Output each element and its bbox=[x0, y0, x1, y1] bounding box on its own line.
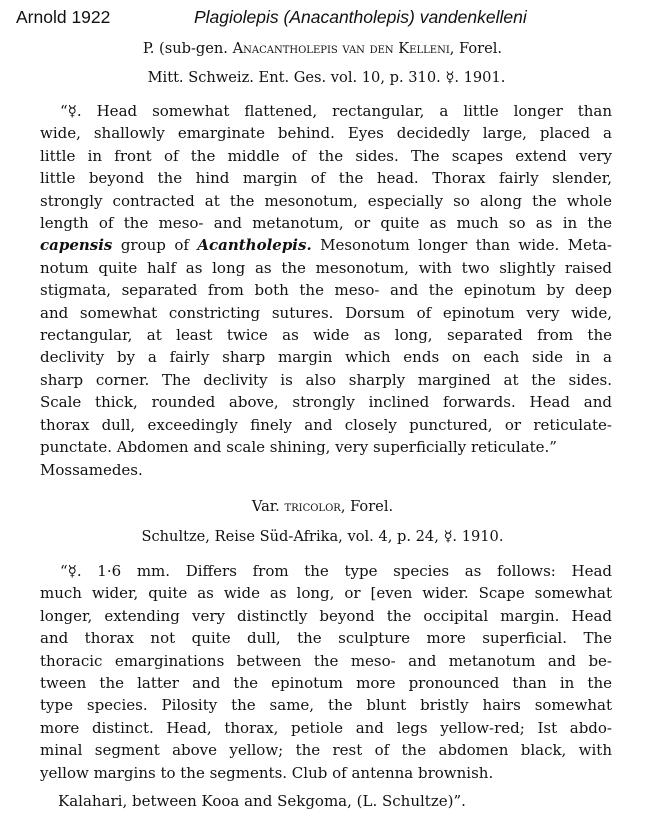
text-line: length of the meso- and metanotum, or quite as much so as in the bbox=[40, 214, 612, 233]
variety-name: tricolor bbox=[284, 498, 341, 515]
reference-2: Schultze, Reise Süd-Afrika, vol. 4, p. 24, ☿. 1910. bbox=[141, 528, 504, 545]
variety-heading bbox=[0, 496, 645, 518]
text-line: little in front of the middle of the sides. The scapes extend very bbox=[40, 146, 612, 165]
variety-suffix: , Forel. bbox=[340, 498, 394, 515]
text-line: type species. Pilosity the same, the blunt bristly hairs somewhat bbox=[40, 696, 612, 715]
text-line: and somewhat constricting sutures. Dorsum of epinotum very wide, bbox=[40, 303, 612, 322]
text-line: Scale thick, rounded above, strongly inclined forwards. Head and bbox=[40, 393, 612, 412]
text-line: tween the latter and the epinotum more pronounced than in the bbox=[40, 674, 612, 693]
text-line: little beyond the hind margin of the head. Thorax fairly slender, bbox=[40, 169, 612, 188]
description-1 bbox=[40, 100, 612, 481]
taxon-suffix: , Forel. bbox=[449, 40, 503, 57]
page-header bbox=[16, 6, 636, 28]
variety-prefix: Var. bbox=[251, 498, 285, 515]
text-line: “☿. 1·6 mm. Differs from the type species as follows: Head bbox=[60, 562, 612, 580]
text-line: punctate. Abdomen and scale shining, very superficially reticulate.” bbox=[40, 438, 557, 457]
text-run: Mesonotum longer than wide. Meta- bbox=[311, 236, 613, 255]
text-line: thorax dull, exceedingly finely and closely punctured, or reticulate- bbox=[40, 415, 612, 434]
text-line: sharp corner. The declivity is also sharply margined at the sides. bbox=[40, 370, 612, 389]
text-line-7 bbox=[40, 234, 612, 256]
author-year: Arnold 1922 bbox=[16, 7, 111, 27]
text-line: minal segment above yellow; the rest of the abdomen black, with bbox=[40, 741, 612, 760]
subgenus-name: Anacantholepis bbox=[232, 40, 338, 57]
description-2 bbox=[40, 560, 612, 784]
text-line: wide, shallowly emarginate behind. Eyes decidedly large, placed a bbox=[40, 124, 612, 143]
text-line: thoracic emarginations between the meso- and metanotum and be- bbox=[40, 651, 612, 670]
text-line: declivity by a fairly sharp margin which ends on each side in a bbox=[40, 348, 612, 367]
text-line: strongly contracted at the mesonotum, especially so along the whole bbox=[40, 191, 612, 210]
text-line: much wider, quite as wide as long, or [even wider. Scape somewhat bbox=[40, 584, 612, 603]
capensis-word: capensis bbox=[40, 236, 113, 255]
reference-1: Mitt. Schweiz. Ent. Ges. vol. 10, p. 310. ☿. 1901. bbox=[147, 69, 506, 86]
locality-1: Mossamedes. bbox=[40, 460, 143, 479]
text-run: group of bbox=[112, 236, 198, 255]
text-line: stigmata, separated from both the meso- and the epinotum by deep bbox=[40, 281, 612, 300]
locality-2: Kalahari, between Kooa and Sekgoma, (L. Schultze)”. bbox=[58, 792, 466, 810]
text-line: yellow margins to the segments. Club of antenna brownish. bbox=[40, 763, 494, 782]
species-name: van den Kelleni bbox=[342, 40, 450, 57]
species-title: Plagiolepis (Anacantholepis) vandenkelleni bbox=[194, 7, 527, 27]
text-line: “☿. Head somewhat flattened, rectangular, a little longer than bbox=[60, 102, 612, 120]
text-line: rectangular, at least twice as wide as long, separated from the bbox=[40, 326, 612, 345]
taxon-heading bbox=[0, 38, 645, 60]
text-line: and thorax not quite dull, the sculpture more superficial. The bbox=[40, 629, 612, 648]
text-line: notum quite half as long as the mesonotum, with two slightly raised bbox=[40, 258, 612, 277]
genus-word: Acantholepis. bbox=[197, 236, 312, 255]
text-line: longer, extending very distinctly beyond the occipital margin. Head bbox=[40, 606, 612, 625]
taxon-prefix: P. (sub-gen. bbox=[142, 40, 233, 57]
text-line: more distinct. Head, thorax, petiole and legs yellow-red; Ist abdo- bbox=[40, 718, 612, 737]
